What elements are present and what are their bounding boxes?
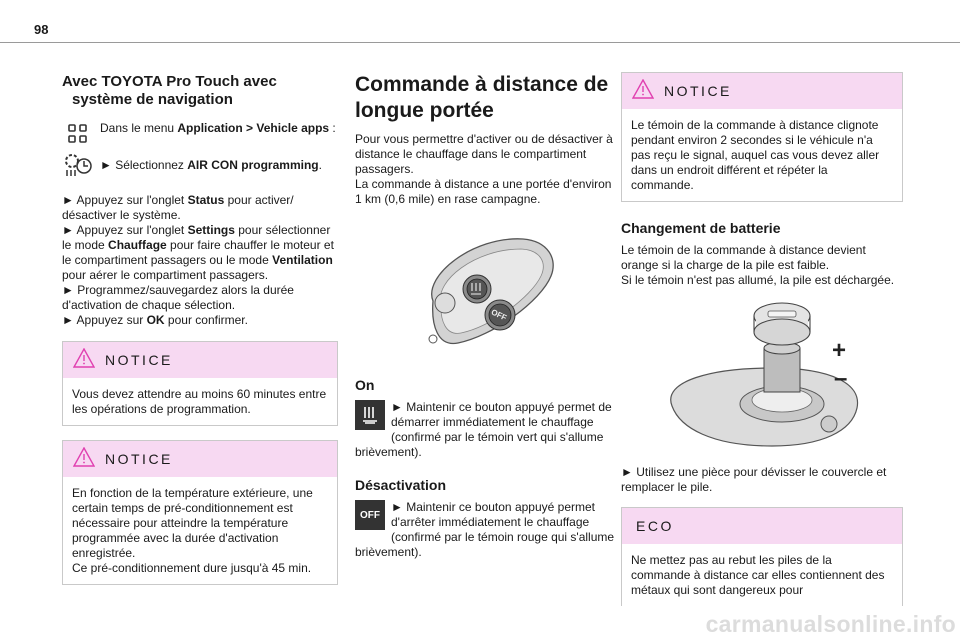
deactivation-heading: Désactivation bbox=[355, 477, 447, 493]
eco-title: ECO bbox=[636, 518, 674, 534]
middle-column bbox=[355, 60, 620, 560]
remote-intro-1: Pour vous permettre d'activer ou de désactiver à distance le chauffage dans le compartiment passagers. bbox=[355, 132, 613, 176]
eco-body: Ne mettez pas au rebut les piles de la commande à distance car elles contiennent des métaux qui sont dangereux pour bbox=[631, 553, 885, 597]
remote-control-illustration bbox=[355, 231, 620, 356]
battery-text-2: Si le témoin n'est pas allumé, la pile est déchargée. bbox=[621, 273, 895, 287]
warning-triangle-icon bbox=[73, 348, 95, 373]
top-rule bbox=[0, 42, 960, 43]
menu-instruction bbox=[62, 119, 338, 149]
steps-text: ► Appuyez sur l'onglet Status pour activer/ désactiver le système. ► Appuyez sur l'onglet Settings pour sélectionner le mode Chauffage pour faire chauffer le moteur et le compartiment passagers ou le mode Ventilation pour aérer le compartiment passagers. ► Programmez/sauvegardez alors la durée d'activation de chaque sélection. ► Appuyez sur OK pour confirmer. bbox=[62, 193, 334, 327]
section-heading-toyota: Avec TOYOTA Pro Touch avec système de navigation bbox=[62, 73, 277, 108]
page-number: 98 bbox=[34, 22, 49, 37]
eco-box bbox=[621, 507, 903, 606]
eco-header bbox=[622, 508, 902, 544]
remote-intro-2: La commande à distance a une portée d'environ 1 km (0,6 mile) en rase campagne. bbox=[355, 177, 612, 206]
notice-title: NOTICE bbox=[105, 352, 173, 368]
notice-body: Vous devez attendre au moins 60 minutes entre les opérations de programmation. bbox=[72, 387, 327, 416]
battery-replacement-illustration bbox=[621, 296, 903, 461]
notice-box-2 bbox=[62, 440, 338, 585]
notice-title: NOTICE bbox=[664, 83, 732, 99]
watermark: carmanualsonline.info bbox=[705, 611, 956, 637]
menu-path-text: Dans le menu Application > Vehicle apps : bbox=[100, 121, 336, 135]
battery-plus-label: + bbox=[832, 337, 847, 364]
battery-text-1: Le témoin de la commande à distance devient orange si la charge de la pile est faible. bbox=[621, 243, 866, 272]
notice-header bbox=[63, 342, 337, 378]
notice-title: NOTICE bbox=[105, 451, 173, 467]
notice-box-3 bbox=[621, 72, 903, 202]
warning-triangle-icon bbox=[73, 447, 95, 472]
battery-heading: Changement de batterie bbox=[621, 220, 781, 236]
notice-body: Le témoin de la commande à distance clignote pendant environ 2 secondes si le véhicule n'a pas reçu le signal, auquel cas vous devez aller dans un endroit différent et répéter la commande. bbox=[631, 118, 880, 192]
right-column bbox=[621, 60, 903, 606]
heater-icon bbox=[355, 400, 385, 430]
notice-header bbox=[622, 73, 902, 109]
deactivation-instruction: OFF ► Maintenir ce bouton appuyé permet d'arrêter immédiatement le chauffage (confirmé par le témoin rouge qui s'allume brièvement). bbox=[355, 500, 615, 559]
on-heading: On bbox=[355, 377, 375, 393]
select-instruction bbox=[62, 150, 338, 180]
remote-off-button-label: OFF bbox=[489, 307, 508, 323]
left-column bbox=[62, 60, 338, 585]
select-air-con-text: ► Sélectionnez AIR CON programming. bbox=[100, 158, 322, 172]
replace-battery-text: ► Utilisez une pièce pour dévisser le couvercle et remplacer le pile. bbox=[621, 465, 887, 494]
notice-header bbox=[63, 441, 337, 477]
warning-triangle-icon bbox=[632, 79, 654, 104]
grid-apps-icon bbox=[62, 119, 94, 149]
notice-box-1 bbox=[62, 341, 338, 426]
section-title-remote: Commande à distance de longue portée bbox=[355, 73, 609, 122]
notice-body: En fonction de la température extérieure, une certain temps de pré-conditionnement est nécessaire pour atteindre la température programmée avec la durée d'activation enregistrée. Ce pré-conditionnement dure jusqu'à 45 min. bbox=[72, 486, 313, 575]
on-instruction: ► Maintenir ce bouton appuyé permet de démarrer immédiatement le chauffage (confirmé par le témoin vert qui s'allume brièvement). bbox=[355, 400, 612, 459]
battery-minus-label: – bbox=[834, 365, 848, 392]
air-con-clock-icon bbox=[62, 150, 94, 180]
off-icon: OFF bbox=[355, 500, 385, 530]
